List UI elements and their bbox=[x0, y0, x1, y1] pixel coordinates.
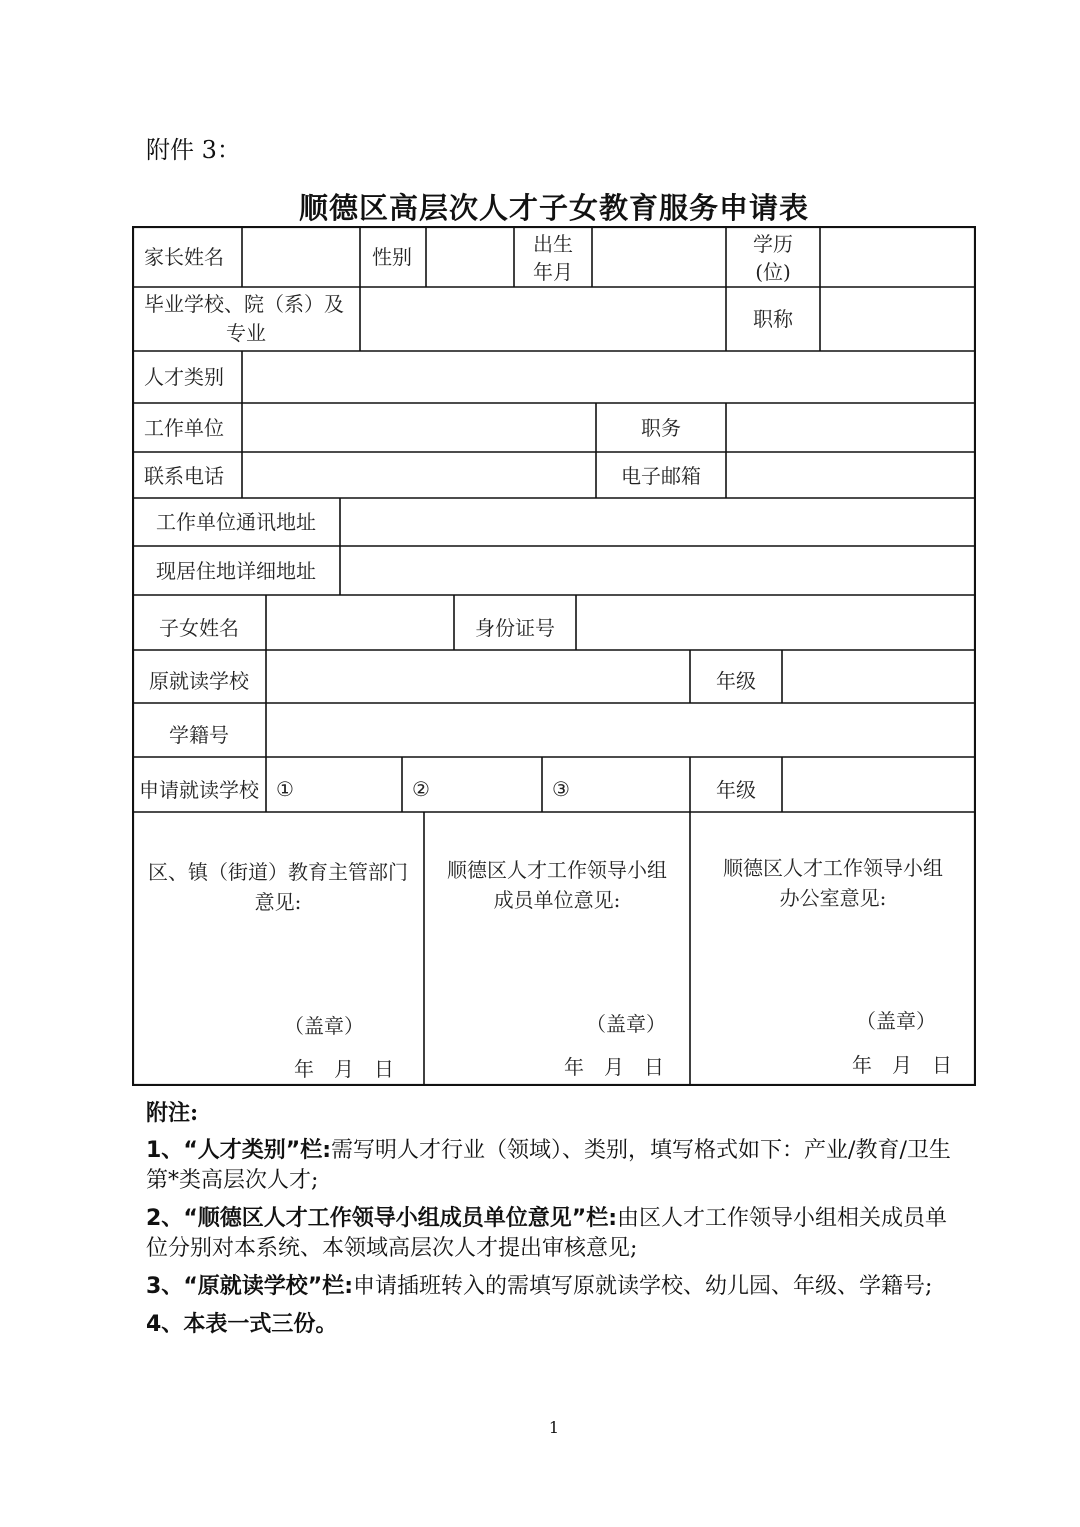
parent-name-label: 家长姓名 bbox=[144, 245, 224, 269]
student-no-label: 学籍号 bbox=[169, 723, 229, 747]
degree-label-line2: (位) bbox=[755, 260, 791, 284]
student-no-field[interactable] bbox=[268, 705, 974, 755]
choice-1-marker: ① bbox=[276, 777, 294, 801]
prev-school-label: 原就读学校 bbox=[149, 669, 249, 693]
note-item: 2、“顺德区人才工作领导小组成员单位意见”栏:由区人才工作领导小组相关成员单位分别对本系统、本领域高层次人才提出审核意见; bbox=[146, 1206, 948, 1261]
talent-group-office-opinion-line2: 办公室意见: bbox=[779, 886, 887, 910]
title-rank-field[interactable] bbox=[822, 289, 974, 349]
work-address-field[interactable] bbox=[342, 500, 974, 544]
date-label-3: 年 月 日 bbox=[852, 1053, 952, 1077]
note-item: 4、本表一式三份。 bbox=[146, 1312, 338, 1337]
note-item: 3、“原就读学校”栏:申请插班转入的需填写原就读学校、幼儿园、年级、学籍号; bbox=[146, 1274, 933, 1299]
child-name-label: 子女姓名 bbox=[159, 616, 239, 640]
choice-1-field[interactable] bbox=[268, 759, 400, 810]
talent-group-member-opinion-line1: 顺德区人才工作领导小组 bbox=[447, 858, 667, 882]
grade-field[interactable] bbox=[784, 652, 974, 701]
talent-group-member-opinion-line2: 成员单位意见: bbox=[493, 888, 621, 912]
home-address-label: 现居住地详细地址 bbox=[156, 559, 316, 583]
email-field[interactable] bbox=[728, 454, 974, 496]
attachment-label: 附件 3： bbox=[146, 136, 241, 164]
birth-label-line1: 出生 bbox=[533, 232, 573, 256]
talent-category-field[interactable] bbox=[244, 353, 974, 401]
id-number-field[interactable] bbox=[578, 597, 974, 648]
phone-field[interactable] bbox=[244, 454, 594, 496]
apply-grade-label: 年级 bbox=[716, 778, 756, 802]
school-major-label-line2: 专业 bbox=[226, 321, 266, 345]
work-address-label: 工作单位通讯地址 bbox=[156, 510, 316, 534]
home-address-field[interactable] bbox=[342, 548, 974, 593]
choice-3-marker: ③ bbox=[552, 777, 570, 801]
position-label: 职务 bbox=[641, 416, 681, 440]
email-label: 电子邮箱 bbox=[621, 464, 701, 488]
birth-field[interactable] bbox=[594, 228, 724, 286]
note-item: 1、“人才类别”栏:需写明人才行业（领域）、类别，填写格式如下：产业/教育/卫生第*类高层次人才; bbox=[146, 1138, 951, 1193]
school-major-label-line1: 毕业学校、院（系）及 bbox=[144, 292, 344, 316]
education-dept-opinion-line2: 意见: bbox=[254, 890, 302, 914]
degree-field[interactable] bbox=[822, 228, 974, 286]
talent-group-member-opinion-box[interactable] bbox=[426, 814, 688, 1084]
choice-2-marker: ② bbox=[412, 777, 430, 801]
seal-label-2: （盖章） bbox=[586, 1012, 666, 1036]
gender-label: 性别 bbox=[372, 245, 412, 269]
school-major-field[interactable] bbox=[362, 289, 724, 349]
work-unit-field[interactable] bbox=[244, 405, 594, 450]
birth-label-line2: 年月 bbox=[533, 260, 573, 284]
notes-section bbox=[146, 1098, 966, 1348]
work-unit-label: 工作单位 bbox=[144, 416, 224, 440]
application-form-table bbox=[132, 226, 976, 1086]
page-number: 1 bbox=[548, 1418, 560, 1437]
form-title: 顺德区高层次人才子女教育服务申请表 bbox=[298, 191, 809, 225]
phone-label: 联系电话 bbox=[144, 464, 224, 488]
degree-label-line1: 学历 bbox=[753, 232, 793, 256]
education-dept-opinion-line1: 区、镇（街道）教育主管部门 bbox=[148, 860, 408, 884]
parent-name-field[interactable] bbox=[244, 228, 358, 286]
notes-heading: 附注: bbox=[146, 1100, 199, 1126]
apply-grade-field[interactable] bbox=[784, 759, 974, 810]
grade-label: 年级 bbox=[716, 669, 756, 693]
id-number-label: 身份证号 bbox=[475, 616, 555, 640]
talent-category-label: 人才类别 bbox=[144, 365, 224, 389]
prev-school-field[interactable] bbox=[268, 652, 688, 701]
child-name-field[interactable] bbox=[268, 597, 452, 648]
date-label-2: 年 月 日 bbox=[564, 1055, 664, 1079]
choice-3-field[interactable] bbox=[544, 759, 688, 810]
seal-label-3: （盖章） bbox=[856, 1009, 936, 1033]
position-field[interactable] bbox=[728, 405, 974, 450]
talent-group-office-opinion-box[interactable] bbox=[692, 814, 974, 1084]
title-rank-label: 职称 bbox=[753, 307, 793, 331]
choice-2-field[interactable] bbox=[404, 759, 540, 810]
education-dept-opinion-box[interactable] bbox=[134, 814, 422, 1084]
gender-field[interactable] bbox=[428, 228, 512, 286]
seal-label-1: （盖章） bbox=[284, 1014, 364, 1038]
talent-group-office-opinion-line1: 顺德区人才工作领导小组 bbox=[723, 856, 943, 880]
date-label-1: 年 月 日 bbox=[294, 1057, 394, 1081]
apply-school-label: 申请就读学校 bbox=[139, 778, 259, 802]
